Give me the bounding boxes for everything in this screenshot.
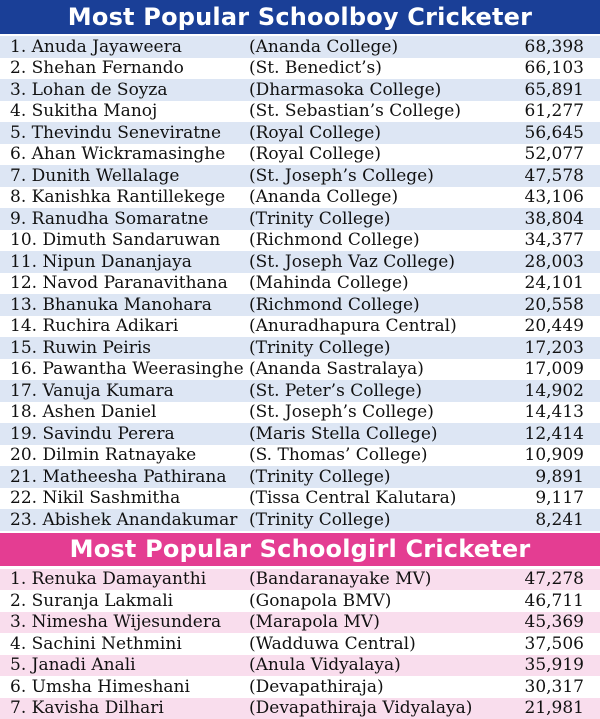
school-name: (Royal College) <box>249 144 381 164</box>
school-name: (Gonapola BMV) <box>249 591 391 611</box>
cricketer-name: 19. Savindu Perera <box>10 424 175 444</box>
school-name: (Trinity College) <box>249 467 391 487</box>
school-name: (Richmond College) <box>249 295 420 315</box>
school-name: (Tissa Central Kalutara) <box>249 488 456 508</box>
vote-count: 12,414 <box>525 424 584 444</box>
cricketer-name: 3. Lohan de Soyza <box>10 80 168 100</box>
ranking-row <box>0 509 600 531</box>
ranking-row <box>0 251 600 273</box>
cricketer-name: 17. Vanuja Kumara <box>10 381 174 401</box>
school-name: (Ananda College) <box>249 37 398 57</box>
ranking-row <box>0 380 600 402</box>
ranking-row <box>0 122 600 144</box>
school-name: (St. Benedict’s) <box>249 58 382 78</box>
cricketer-name: 6. Umsha Himeshani <box>10 677 190 697</box>
vote-count: 14,902 <box>525 381 584 401</box>
cricketer-name: 23. Abishek Anandakumar <box>10 510 237 530</box>
cricketer-name: 16. Pawantha Weerasinghe <box>10 359 244 379</box>
vote-count: 38,804 <box>525 209 584 229</box>
school-name: (St. Joseph’s College) <box>249 166 434 186</box>
school-name: (St. Joseph’s College) <box>249 402 434 422</box>
cricketer-name: 4. Sukitha Manoj <box>10 101 157 121</box>
vote-count: 68,398 <box>525 37 584 57</box>
boys-ranking-list <box>0 36 600 531</box>
vote-count: 65,891 <box>525 80 584 100</box>
cricketer-name: 7. Dunith Wellalage <box>10 166 179 186</box>
school-name: (S. Thomas’ College) <box>249 445 428 465</box>
girls-section-title: Most Popular Schoolgirl Cricketer <box>0 533 600 566</box>
school-name: (Royal College) <box>249 123 381 143</box>
ranking-row <box>0 445 600 467</box>
cricketer-name: 12. Navod Paranavithana <box>10 273 228 293</box>
school-name: (St. Peter’s College) <box>249 381 422 401</box>
cricketer-name: 1. Anuda Jayaweera <box>10 37 182 57</box>
ranking-row <box>0 79 600 101</box>
cricketer-name: 21. Matheesha Pathirana <box>10 467 226 487</box>
vote-count: 52,077 <box>525 144 584 164</box>
vote-count: 43,106 <box>525 187 584 207</box>
vote-count: 46,711 <box>525 591 584 611</box>
school-name: (Anuradhapura Central) <box>249 316 457 336</box>
cricketer-name: 7. Kavisha Dilhari <box>10 698 164 718</box>
ranking-row <box>0 208 600 230</box>
school-name: (Marapola MV) <box>249 612 380 632</box>
vote-count: 37,506 <box>525 634 584 654</box>
vote-count: 17,203 <box>525 338 584 358</box>
ranking-row <box>0 488 600 510</box>
vote-count: 20,449 <box>525 316 584 336</box>
vote-count: 45,369 <box>525 612 584 632</box>
school-name: (St. Joseph Vaz College) <box>249 252 455 272</box>
ranking-row <box>0 569 600 591</box>
school-name: (Ananda College) <box>249 187 398 207</box>
vote-count: 28,003 <box>525 252 584 272</box>
ranking-row <box>0 316 600 338</box>
school-name: (Mahinda College) <box>249 273 409 293</box>
ranking-row <box>0 612 600 634</box>
ranking-row <box>0 144 600 166</box>
boys-section-title: Most Popular Schoolboy Cricketer <box>0 0 600 34</box>
ranking-row <box>0 676 600 698</box>
ranking-row <box>0 58 600 80</box>
cricketer-name: 5. Thevindu Seneviratne <box>10 123 221 143</box>
school-name: (St. Sebastian’s College) <box>249 101 461 121</box>
cricketer-name: 13. Bhanuka Manohara <box>10 295 212 315</box>
school-name: (Wadduwa Central) <box>249 634 416 654</box>
vote-count: 14,413 <box>525 402 584 422</box>
ranking-row <box>0 359 600 381</box>
vote-count: 47,578 <box>525 166 584 186</box>
cricketer-name: 2. Suranja Lakmali <box>10 591 173 611</box>
ranking-row <box>0 698 600 719</box>
girls-ranking-list <box>0 569 600 719</box>
cricketer-name: 9. Ranudha Somaratne <box>10 209 208 229</box>
ranking-row <box>0 655 600 677</box>
cricketer-name: 18. Ashen Daniel <box>10 402 156 422</box>
school-name: (Devapathiraja Vidyalaya) <box>249 698 472 718</box>
cricketer-name: 14. Ruchira Adikari <box>10 316 178 336</box>
school-name: (Trinity College) <box>249 338 391 358</box>
ranking-row <box>0 402 600 424</box>
ranking-row <box>0 466 600 488</box>
ranking-row <box>0 633 600 655</box>
ranking-row <box>0 337 600 359</box>
cricketer-name: 11. Nipun Dananjaya <box>10 252 192 272</box>
cricketer-name: 22. Nikil Sashmitha <box>10 488 180 508</box>
cricketer-name: 20. Dilmin Ratnayake <box>10 445 196 465</box>
ranking-row <box>0 187 600 209</box>
vote-count: 30,317 <box>525 677 584 697</box>
ranking-row <box>0 423 600 445</box>
ranking-row <box>0 294 600 316</box>
vote-count: 20,558 <box>525 295 584 315</box>
vote-count: 66,103 <box>525 58 584 78</box>
vote-count: 9,891 <box>535 467 584 487</box>
cricketer-name: 15. Ruwin Peiris <box>10 338 151 358</box>
school-name: (Ananda Sastralaya) <box>249 359 424 379</box>
school-name: (Devapathiraja) <box>249 677 384 697</box>
vote-count: 9,117 <box>535 488 584 508</box>
cricketer-name: 2. Shehan Fernando <box>10 58 184 78</box>
vote-count: 17,009 <box>525 359 584 379</box>
vote-count: 35,919 <box>525 655 584 675</box>
ranking-row <box>0 36 600 58</box>
vote-count: 10,909 <box>525 445 584 465</box>
vote-count: 8,241 <box>535 510 584 530</box>
school-name: (Trinity College) <box>249 510 391 530</box>
cricketer-name: 6. Ahan Wickramasinghe <box>10 144 225 164</box>
cricketer-name: 1. Renuka Damayanthi <box>10 569 206 589</box>
vote-count: 56,645 <box>525 123 584 143</box>
ranking-row <box>0 101 600 123</box>
ranking-row <box>0 165 600 187</box>
school-name: (Maris Stella College) <box>249 424 438 444</box>
vote-count: 61,277 <box>525 101 584 121</box>
school-name: (Dharmasoka College) <box>249 80 441 100</box>
cricketer-name: 3. Nimesha Wijesundera <box>10 612 221 632</box>
school-name: (Richmond College) <box>249 230 420 250</box>
vote-count: 21,981 <box>525 698 584 718</box>
cricketer-name: 4. Sachini Nethmini <box>10 634 182 654</box>
vote-count: 47,278 <box>525 569 584 589</box>
school-name: (Bandaranayake MV) <box>249 569 431 589</box>
cricketer-name: 5. Janadi Anali <box>10 655 136 675</box>
ranking-row <box>0 273 600 295</box>
ranking-row <box>0 230 600 252</box>
ranking-row <box>0 590 600 612</box>
cricketer-name: 8. Kanishka Rantillekege <box>10 187 225 207</box>
cricketer-name: 10. Dimuth Sandaruwan <box>10 230 220 250</box>
vote-count: 34,377 <box>525 230 584 250</box>
vote-count: 24,101 <box>525 273 584 293</box>
school-name: (Trinity College) <box>249 209 391 229</box>
school-name: (Anula Vidyalaya) <box>249 655 401 675</box>
